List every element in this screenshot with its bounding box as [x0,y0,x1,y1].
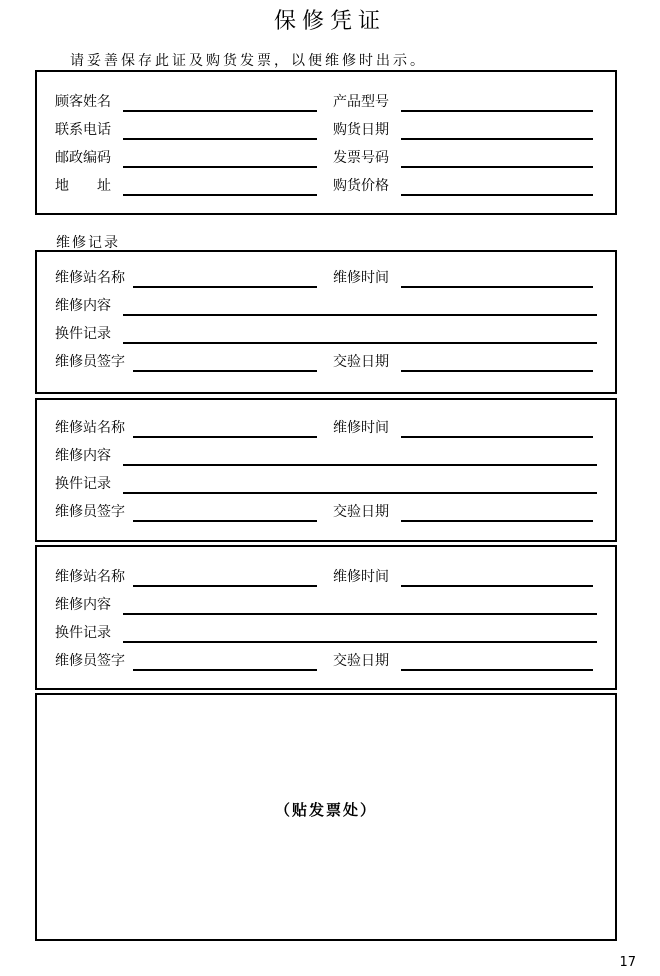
repair-record [35,398,617,542]
repair-content-label: 维修内容 [55,298,111,314]
invoice-number-field[interactable] [401,166,593,168]
purchase-date-label: 购货日期 [333,122,389,138]
invoice-attach-area [35,693,617,941]
postcode-label: 邮政编码 [55,150,111,166]
repair-time-field[interactable] [401,585,593,587]
repair-time-label: 维修时间 [333,270,389,286]
repair-record [35,250,617,394]
phone-label: 联系电话 [55,122,111,138]
handover-date-label: 交验日期 [333,504,389,520]
repair-content-field[interactable] [123,613,597,615]
technician-signature-field[interactable] [133,520,317,522]
repair-content-label: 维修内容 [55,597,111,613]
page-number: 17 [619,955,636,970]
purchase-date-field[interactable] [401,138,593,140]
repair-time-field[interactable] [401,286,593,288]
repair-records-heading: 维修记录 [56,235,120,251]
product-model-label: 产品型号 [333,94,389,110]
technician-signature-label: 维修员签字 [55,504,125,520]
address-label: 地 址 [55,178,111,194]
station-name-label: 维修站名称 [55,270,125,286]
repair-time-label: 维修时间 [333,569,389,585]
customer-info-box [35,70,617,215]
invoice-number-label: 发票号码 [333,150,389,166]
technician-signature-field[interactable] [133,370,317,372]
parts-record-label: 换件记录 [55,625,111,641]
customer-name-field[interactable] [123,110,317,112]
invoice-area-label: （贴发票处） [274,801,377,819]
station-name-label: 维修站名称 [55,420,125,436]
product-model-field[interactable] [401,110,593,112]
repair-record [35,545,617,690]
repair-time-label: 维修时间 [333,420,389,436]
handover-date-field[interactable] [401,520,593,522]
customer-name-label: 顾客姓名 [55,94,111,110]
handover-date-label: 交验日期 [333,653,389,669]
notice-text: 请妥善保存此证及购货发票，以便维修时出示。 [70,53,427,69]
handover-date-field[interactable] [401,669,593,671]
handover-date-field[interactable] [401,370,593,372]
station-name-label: 维修站名称 [55,569,125,585]
station-name-field[interactable] [133,585,317,587]
price-label: 购货价格 [333,178,389,194]
parts-record-field[interactable] [123,492,597,494]
page-title: 保修凭证 [273,9,386,34]
parts-record-field[interactable] [123,641,597,643]
technician-signature-label: 维修员签字 [55,653,125,669]
station-name-field[interactable] [133,436,317,438]
repair-content-field[interactable] [123,314,597,316]
price-field[interactable] [401,194,593,196]
repair-content-field[interactable] [123,464,597,466]
parts-record-label: 换件记录 [55,476,111,492]
parts-record-field[interactable] [123,342,597,344]
repair-content-label: 维修内容 [55,448,111,464]
parts-record-label: 换件记录 [55,326,111,342]
phone-field[interactable] [123,138,317,140]
repair-time-field[interactable] [401,436,593,438]
handover-date-label: 交验日期 [333,354,389,370]
postcode-field[interactable] [123,166,317,168]
technician-signature-label: 维修员签字 [55,354,125,370]
technician-signature-field[interactable] [133,669,317,671]
address-field[interactable] [123,194,317,196]
station-name-field[interactable] [133,286,317,288]
